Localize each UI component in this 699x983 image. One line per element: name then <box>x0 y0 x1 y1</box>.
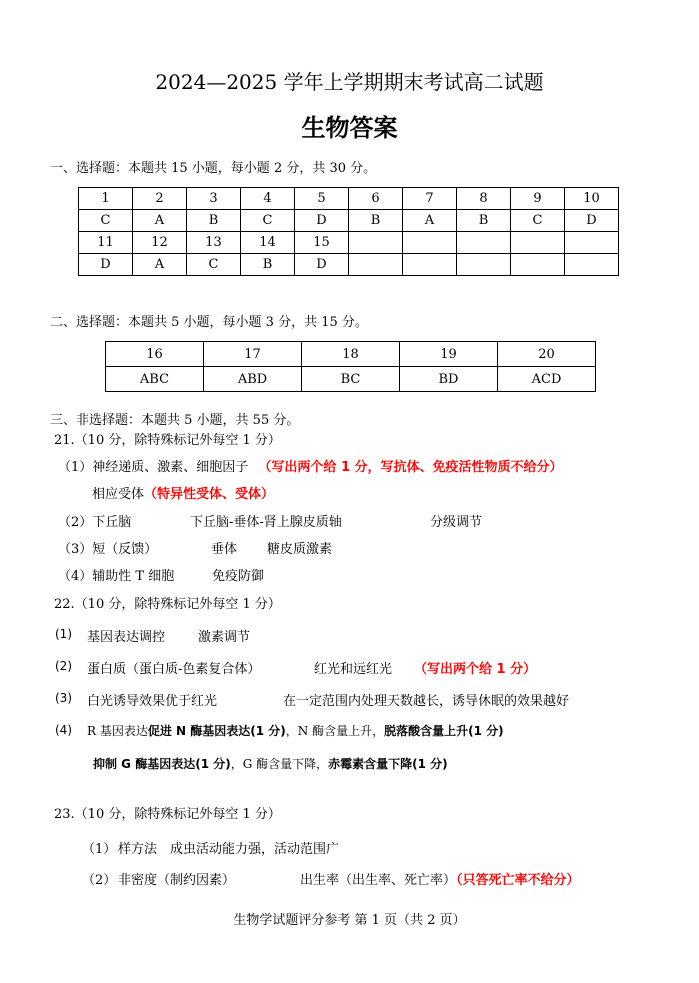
answer-cell: B <box>187 210 241 232</box>
answer-cell: A <box>133 254 187 276</box>
grading-note: （特异性受体、受体） <box>144 487 275 502</box>
question-number: 14 <box>241 232 295 254</box>
q22-line1a: 基因表达调控 <box>87 630 166 645</box>
answer-cell: D <box>79 254 133 276</box>
q22-num2: (2) <box>55 659 72 673</box>
q22-line2a: 蛋白质（蛋白质-色素复合体） <box>87 662 261 677</box>
answer-cell: ABD <box>204 367 302 392</box>
answer-cell: A <box>133 210 187 232</box>
q22-line5 <box>93 755 448 772</box>
answer-text: （1）神经递质、激素、细胞因子 <box>58 460 249 475</box>
q22-line1b: 激素调节 <box>198 630 251 645</box>
question-number: 4 <box>241 188 295 210</box>
q21-line3b: 下丘脑-垂体-肾上腺皮质轴 <box>190 515 342 530</box>
q21-line1 <box>58 456 563 475</box>
answer-cell <box>565 254 619 276</box>
table-row <box>79 232 619 254</box>
question-number: 1 <box>79 188 133 210</box>
q21-line5b: 免疫防御 <box>212 569 265 584</box>
table-row <box>106 367 596 392</box>
answer-cell: C <box>511 210 565 232</box>
q22-line3b: 在一定范围内处理天数越长，诱导休眠的效果越好 <box>283 694 570 709</box>
answer-cell: D <box>565 210 619 232</box>
answer-text: 相应受体 <box>92 487 145 502</box>
question-number: 16 <box>106 342 204 367</box>
question-number: 15 <box>295 232 349 254</box>
mc-table-1 <box>78 187 619 276</box>
question-number: 3 <box>187 188 241 210</box>
answer-cell: B <box>349 210 403 232</box>
answer-text: 抑制 G 酶基因表达(1 分) <box>93 757 231 771</box>
page-footer: 生物学试题评分参考 第 1 页（共 2 页） <box>233 913 466 928</box>
q22-line2b: 红光和远红光 <box>314 662 393 677</box>
question-number: 11 <box>79 232 133 254</box>
question-number <box>565 232 619 254</box>
answer-cell: ABC <box>106 367 204 392</box>
q23-num2: （2） <box>82 873 117 888</box>
answer-cell: BD <box>400 367 498 392</box>
answer-text: ，N 酶含量上升， <box>285 724 385 738</box>
question-number <box>349 232 403 254</box>
question-number: 5 <box>295 188 349 210</box>
question-number: 8 <box>457 188 511 210</box>
grading-note: （只答死亡率不给分） <box>456 873 580 888</box>
table-row <box>79 188 619 210</box>
answer-text: 促进 N 酶基因表达(1 分) <box>147 724 286 738</box>
answer-cell: D <box>295 210 349 232</box>
question-number: 2 <box>133 188 187 210</box>
question-number: 9 <box>511 188 565 210</box>
grading-note: （写出两个给 1 分） <box>414 662 537 677</box>
section3-heading: 三、非选择题：本题共 5 小题，共 55 分。 <box>50 413 300 428</box>
question-number: 10 <box>565 188 619 210</box>
question-number: 20 <box>498 342 596 367</box>
q21-line4b: 垂体 <box>211 542 238 557</box>
question-number: 18 <box>302 342 400 367</box>
question-number: 13 <box>187 232 241 254</box>
table-row <box>79 254 619 276</box>
answer-cell <box>511 254 565 276</box>
q23-line2a: 非密度（制约因素） <box>118 873 236 888</box>
question-number: 6 <box>349 188 403 210</box>
q22-num1: (1) <box>55 627 72 641</box>
grading-note: （写出两个给 1 分，写抗体、免疫活性物质不给分） <box>258 460 563 475</box>
answer-text: 脱落酸含量上升(1 分) <box>384 724 504 738</box>
answer-cell: A <box>403 210 457 232</box>
q21-header: 21.（10 分，除特殊标记外每空 1 分） <box>54 433 281 448</box>
q21-line4c: 糖皮质激素 <box>267 542 333 557</box>
q22-num3: (3) <box>55 691 72 705</box>
q22-num4: (4) <box>55 723 72 737</box>
q21-line5a: （4）辅助性 T 细胞 <box>58 569 175 584</box>
answer-cell <box>349 254 403 276</box>
page-title: 2024—2025 学年上学期期末考试高二试题 <box>155 70 544 94</box>
answer-text: ，G 酶含量下降， <box>230 757 329 771</box>
question-number: 12 <box>133 232 187 254</box>
q21-line2 <box>92 483 274 502</box>
answer-cell: ACD <box>498 367 596 392</box>
q21-line3a: （2）下丘脑 <box>58 515 132 530</box>
page-subtitle: 生物答案 <box>301 114 398 142</box>
answer-cell: C <box>79 210 133 232</box>
question-number: 17 <box>204 342 302 367</box>
q22-line3a: 白光诱导效果优于红光 <box>87 694 218 709</box>
answer-cell: B <box>241 254 295 276</box>
table-row <box>79 210 619 232</box>
section2-heading: 二、选择题：本题共 5 小题，每小题 3 分，共 15 分。 <box>50 315 368 330</box>
answer-text: R 基因表达 <box>87 724 148 738</box>
q23-line1: 样方法 成虫活动能力强，活动范围广 <box>118 842 340 857</box>
answer-cell: C <box>187 254 241 276</box>
answer-cell: D <box>295 254 349 276</box>
answer-text: 赤霉素含量下降(1 分) <box>328 757 448 771</box>
question-number: 7 <box>403 188 457 210</box>
q23-header: 23.（10 分，除特殊标记外每空 1 分） <box>54 807 281 822</box>
question-number: 19 <box>400 342 498 367</box>
answer-cell <box>403 254 457 276</box>
q23-line2b <box>300 869 580 888</box>
table-row <box>106 342 596 367</box>
q22-line4 <box>87 722 504 739</box>
q22-header: 22.（10 分，除特殊标记外每空 1 分） <box>54 597 281 612</box>
answer-cell: BC <box>302 367 400 392</box>
q21-line3c: 分级调节 <box>430 515 483 530</box>
answer-cell <box>457 254 511 276</box>
question-number <box>403 232 457 254</box>
question-number <box>511 232 565 254</box>
q21-line4a: （3）短（反馈） <box>58 542 158 557</box>
answer-cell: B <box>457 210 511 232</box>
answer-text: 出生率（出生率、死亡率） <box>300 873 457 888</box>
question-number <box>457 232 511 254</box>
answer-cell: C <box>241 210 295 232</box>
section1-heading: 一、选择题：本题共 15 小题，每小题 2 分，共 30 分。 <box>50 161 377 176</box>
mc-table-2 <box>105 341 596 392</box>
q23-num1: （1） <box>82 842 117 857</box>
